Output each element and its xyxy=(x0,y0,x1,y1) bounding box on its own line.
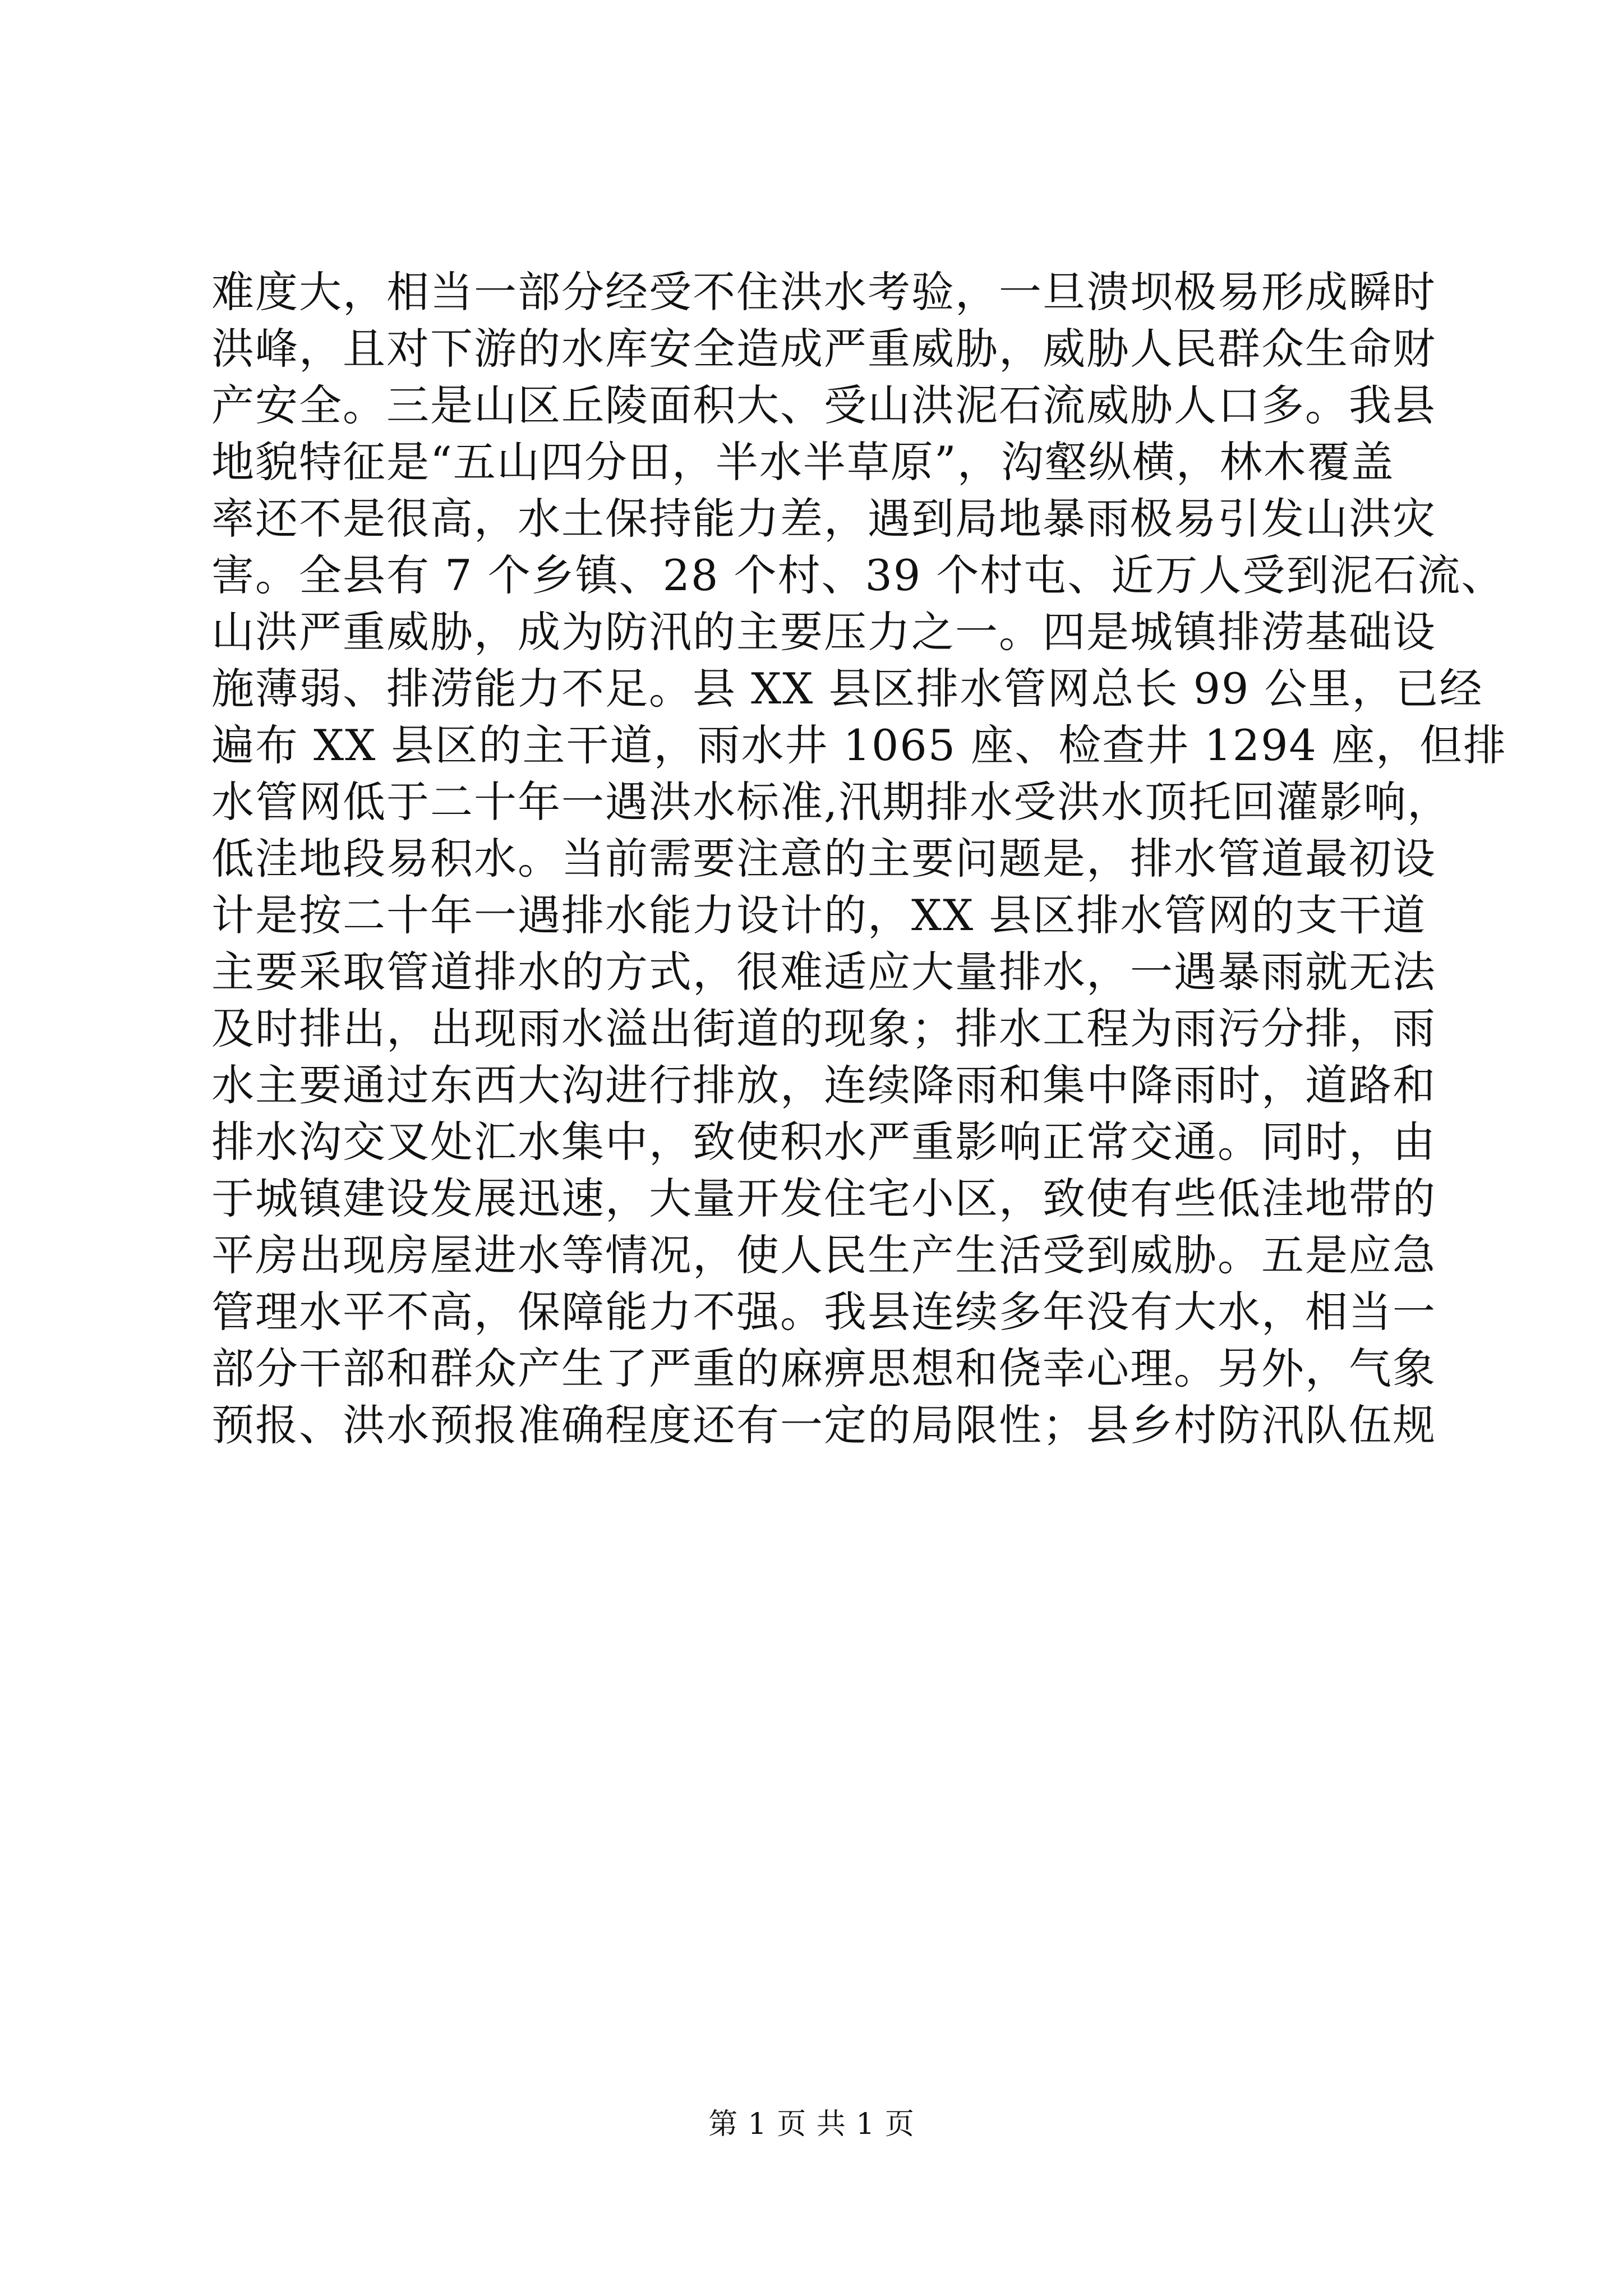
text-line: 低洼地段易积水。当前需要注意的主要问题是，排水管道最初设 xyxy=(211,834,1436,884)
text-line: 平房出现房屋进水等情况，使人民生产生活受到威胁。五是应急 xyxy=(211,1230,1436,1280)
text-line: 山洪严重威胁，成为防汛的主要压力之一。四是城镇排涝基础设 xyxy=(211,607,1436,657)
text-line: 于城镇建设发展迅速，大量开发住宅小区，致使有些低洼地带的 xyxy=(211,1174,1436,1223)
text-line: 洪峰，且对下游的水库安全造成严重威胁，威胁人民群众生命财 xyxy=(211,324,1436,374)
text-line: 水管网低于二十年一遇洪水标准,汛期排水受洪水顶托回灌影响， xyxy=(211,777,1451,827)
text-line: 施薄弱、排涝能力不足。县 XX 县区排水管网总长 99 公里，已经 xyxy=(211,664,1483,714)
text-line: 地貌特征是“五山四分田，半水半草原”，沟壑纵横，林木覆盖 xyxy=(211,437,1395,487)
text-line: 难度大，相当一部分经受不住洪水考验，一旦溃坝极易形成瞬时 xyxy=(211,267,1436,317)
text-line: 产安全。三是山区丘陵面积大、受山洪泥石流威胁人口多。我县 xyxy=(211,380,1436,430)
text-line: 部分干部和群众产生了严重的麻痹思想和侥幸心理。另外，气象 xyxy=(211,1343,1436,1393)
text-line: 主要采取管道排水的方式，很难适应大量排水，一遇暴雨就无法 xyxy=(211,947,1436,997)
text-line: 水主要通过东西大沟进行排放，连续降雨和集中降雨时，道路和 xyxy=(211,1060,1436,1110)
document-body xyxy=(211,264,1507,1453)
text-line: 计是按二十年一遇排水能力设计的，XX 县区排水管网的支干道 xyxy=(211,890,1427,940)
page-footer xyxy=(0,2105,1623,2144)
text-line: 管理水平不高，保障能力不强。我县连续多年没有大水，相当一 xyxy=(211,1287,1436,1337)
text-line: 率还不是很高，水土保持能力差，遇到局地暴雨极易引发山洪灾 xyxy=(211,494,1436,544)
page-number-label: 第 1 页 共 1 页 xyxy=(708,2108,915,2141)
text-line: 预报、洪水预报准确程度还有一定的局限性；县乡村防汛队伍规 xyxy=(211,1400,1436,1450)
text-line: 及时排出，出现雨水溢出街道的现象；排水工程为雨污分排，雨 xyxy=(211,1004,1436,1053)
text-line: 遍布 XX 县区的主干道，雨水井 1065 座、检查井 1294 座，但排 xyxy=(211,720,1507,770)
text-line: 害。全县有 7 个乡镇、28 个村、39 个村屯、近万人受到泥石流、 xyxy=(211,550,1505,600)
text-line: 排水沟交叉处汇水集中，致使积水严重影响正常交通。同时，由 xyxy=(211,1117,1436,1167)
